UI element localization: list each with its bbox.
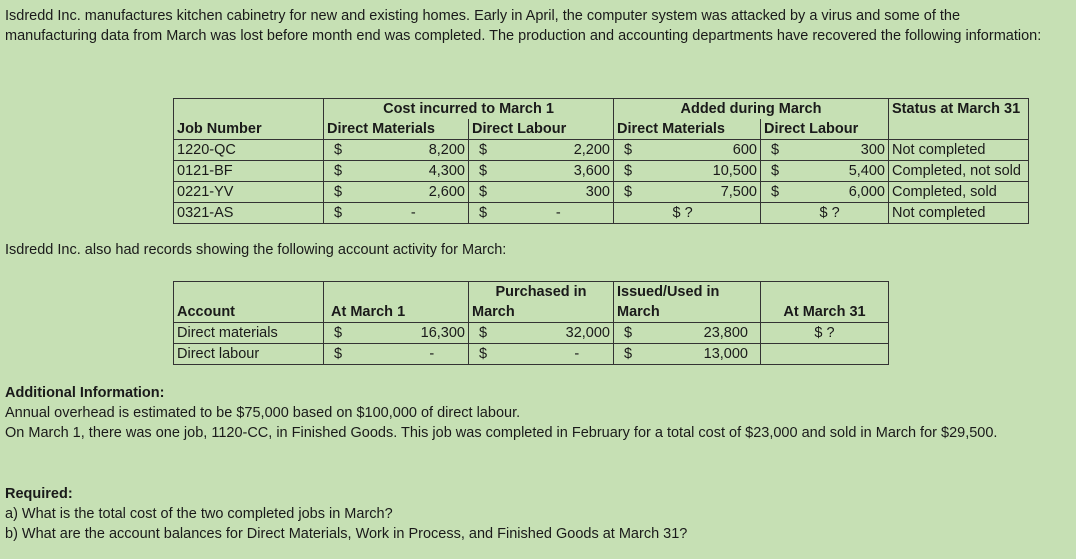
issued-value: 13,000 (649, 344, 761, 365)
currency-symbol: $ (324, 203, 359, 224)
currency-symbol: $ (324, 140, 359, 161)
group-header-cost-to-march1: Cost incurred to March 1 (324, 99, 614, 120)
status-cell: Not completed (889, 203, 1029, 224)
currency-symbol: $ (614, 323, 649, 344)
jobs-table (173, 98, 1029, 224)
currency-symbol: $ (469, 182, 504, 203)
column-header-row (174, 119, 1029, 140)
dl2-value: 300 (796, 140, 889, 161)
table-row (174, 161, 1029, 182)
header-at-march31: At March 31 (761, 302, 889, 323)
currency-symbol: $ (469, 140, 504, 161)
at-march31-value: $ ? (761, 323, 889, 344)
table-row (174, 323, 889, 344)
records-text: Isdredd Inc. also had records showing the following account activity for March: (5, 242, 507, 258)
header-account: Account (174, 302, 324, 323)
currency-symbol (614, 203, 649, 224)
currency-symbol: $ (324, 323, 359, 344)
dm1-value: - (359, 203, 469, 224)
at-march1-value: 16,300 (359, 323, 469, 344)
account-cell: Direct labour (174, 344, 324, 365)
purchased-value: 32,000 (504, 323, 614, 344)
dm2-value: 10,500 (649, 161, 761, 182)
issued-value: 23,800 (649, 323, 761, 344)
currency-symbol: $ (614, 161, 649, 182)
intro-paragraph: Isdredd Inc. manufactures kitchen cabinetry for new and existing homes. Early in April, the computer system was attacked by a virus and some of the manufacturing data from March was lost before month end was completed. The production and accounting departments have recovered the following information: (5, 8, 1042, 44)
dl1-value: - (504, 203, 614, 224)
col-header-dm2: Direct Materials (614, 119, 761, 140)
currency-symbol: $ (761, 161, 796, 182)
dl1-value: 300 (504, 182, 614, 203)
table-row (174, 344, 889, 365)
required-heading: Required: (5, 486, 73, 502)
dm2-value: $ ? (649, 203, 761, 224)
group-header-status: Status at March 31 (889, 99, 1029, 120)
currency-symbol: $ (761, 140, 796, 161)
dm1-value: 8,200 (359, 140, 469, 161)
accounts-header-row-1 (174, 282, 889, 303)
currency-symbol: $ (614, 344, 649, 365)
job-number-cell: 1220-QC (174, 140, 324, 161)
header-purchased: Purchased in (469, 282, 614, 303)
dm2-value: 7,500 (649, 182, 761, 203)
currency-symbol: $ (324, 344, 359, 365)
at-march1-value: - (359, 344, 469, 365)
dl2-value: $ ? (796, 203, 889, 224)
header-at-march1: At March 1 (324, 302, 469, 323)
col-header-job-number: Job Number (174, 119, 324, 140)
header-purchased-march: March (469, 302, 614, 323)
currency-symbol: $ (469, 203, 504, 224)
dm2-value: 600 (649, 140, 761, 161)
accounts-header-row-2 (174, 302, 889, 323)
currency-symbol: $ (614, 140, 649, 161)
job-number-cell: 0321-AS (174, 203, 324, 224)
dl2-value: 6,000 (796, 182, 889, 203)
table-row (174, 140, 1029, 161)
currency-symbol: $ (469, 323, 504, 344)
additional-line-1: Annual overhead is estimated to be $75,000 based on $100,000 of direct labour. (5, 405, 521, 421)
at-march31-value (761, 344, 889, 365)
currency-symbol: $ (469, 161, 504, 182)
table-row (174, 182, 1029, 203)
job-number-cell: 0221-YV (174, 182, 324, 203)
accounts-table (173, 281, 889, 365)
header-issued-march: March (614, 302, 761, 323)
dl2-value: 5,400 (796, 161, 889, 182)
col-header-dl1: Direct Labour (469, 119, 614, 140)
status-cell: Not completed (889, 140, 1029, 161)
purchased-value: - (504, 344, 614, 365)
additional-heading: Additional Information: (5, 385, 165, 401)
additional-line-2: On March 1, there was one job, 1120-CC, in Finished Goods. This job was completed in February for a total cost of $23,000 and sold in March for $29,500. (5, 425, 998, 441)
col-header-dl2: Direct Labour (761, 119, 889, 140)
dl1-value: 2,200 (504, 140, 614, 161)
job-number-cell: 0121-BF (174, 161, 324, 182)
header-issued: Issued/Used in (614, 282, 761, 303)
currency-symbol (761, 203, 796, 224)
group-header-added-march: Added during March (614, 99, 889, 120)
currency-symbol: $ (614, 182, 649, 203)
currency-symbol: $ (761, 182, 796, 203)
col-header-dm1: Direct Materials (324, 119, 469, 140)
table-row (174, 203, 1029, 224)
group-header-row (174, 99, 1029, 120)
required-b: b) What are the account balances for Direct Materials, Work in Process, and Finished Goods at March 31? (5, 526, 688, 542)
dm1-value: 2,600 (359, 182, 469, 203)
account-cell: Direct materials (174, 323, 324, 344)
currency-symbol: $ (469, 344, 504, 365)
dl1-value: 3,600 (504, 161, 614, 182)
status-cell: Completed, sold (889, 182, 1029, 203)
currency-symbol: $ (324, 182, 359, 203)
status-cell: Completed, not sold (889, 161, 1029, 182)
currency-symbol: $ (324, 161, 359, 182)
dm1-value: 4,300 (359, 161, 469, 182)
required-a: a) What is the total cost of the two completed jobs in March? (5, 506, 393, 522)
